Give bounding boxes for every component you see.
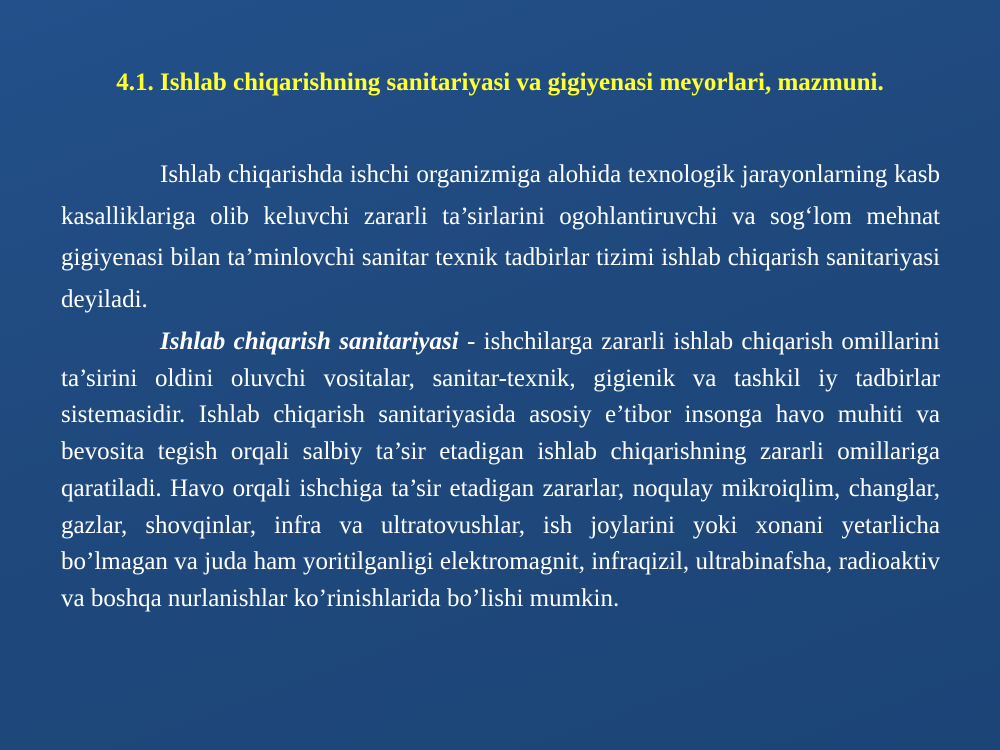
key-term: Ishlab chiqarish sanitariyasi — [160, 328, 459, 355]
sanitation-paragraph — [61, 324, 940, 618]
slide-title: 4.1. Ishlab chiqarishning sanitariyasi va gigiyenasi meyorlari, mazmuni. — [116, 69, 884, 96]
sanitation-paragraph-text: - ishchilarga zararli ishlab chiqarish omillarini ta’sirini oldini oluvchi vositalar, sanitar-texnik, gigienik va tashkil iy tadbirlar sistemasidir. Ishlab chiqarish sanitariyasida asosiy e’tibor insonga havo muhiti va bevosita tegish orqali salbiy ta’sir etadigan ishlab chiqarishning zararli omillariga qaratiladi. Havo orqali ishchiga ta’sir etadigan zararlar, noqulay mikroiqlim, changlar, gazlar, shovqinlar, infra va ultratovushlar, ish joylarini yoki xonani yetarlicha bo’lmagan va juda ham yoritilganligi elektromagnit, infraqizil, ultrabinafsha, radioaktiv va boshqa nurlanishlar ko’rinishlarida bo’lishi mumkin. — [61, 328, 940, 612]
definition-paragraph: Ishlab chiqarishda ishchi organizmiga alohida texnologik jarayonlarning kasb kasalliklariga olib keluvchi zararli ta’sirlarini ogohlantiruvchi va sog‘lom mehnat gigiyenasi bilan ta’minlovchi sanitar texnik tadbirlar tizimi ishlab chiqarish sanitariyasi deyiladi. — [61, 161, 940, 313]
